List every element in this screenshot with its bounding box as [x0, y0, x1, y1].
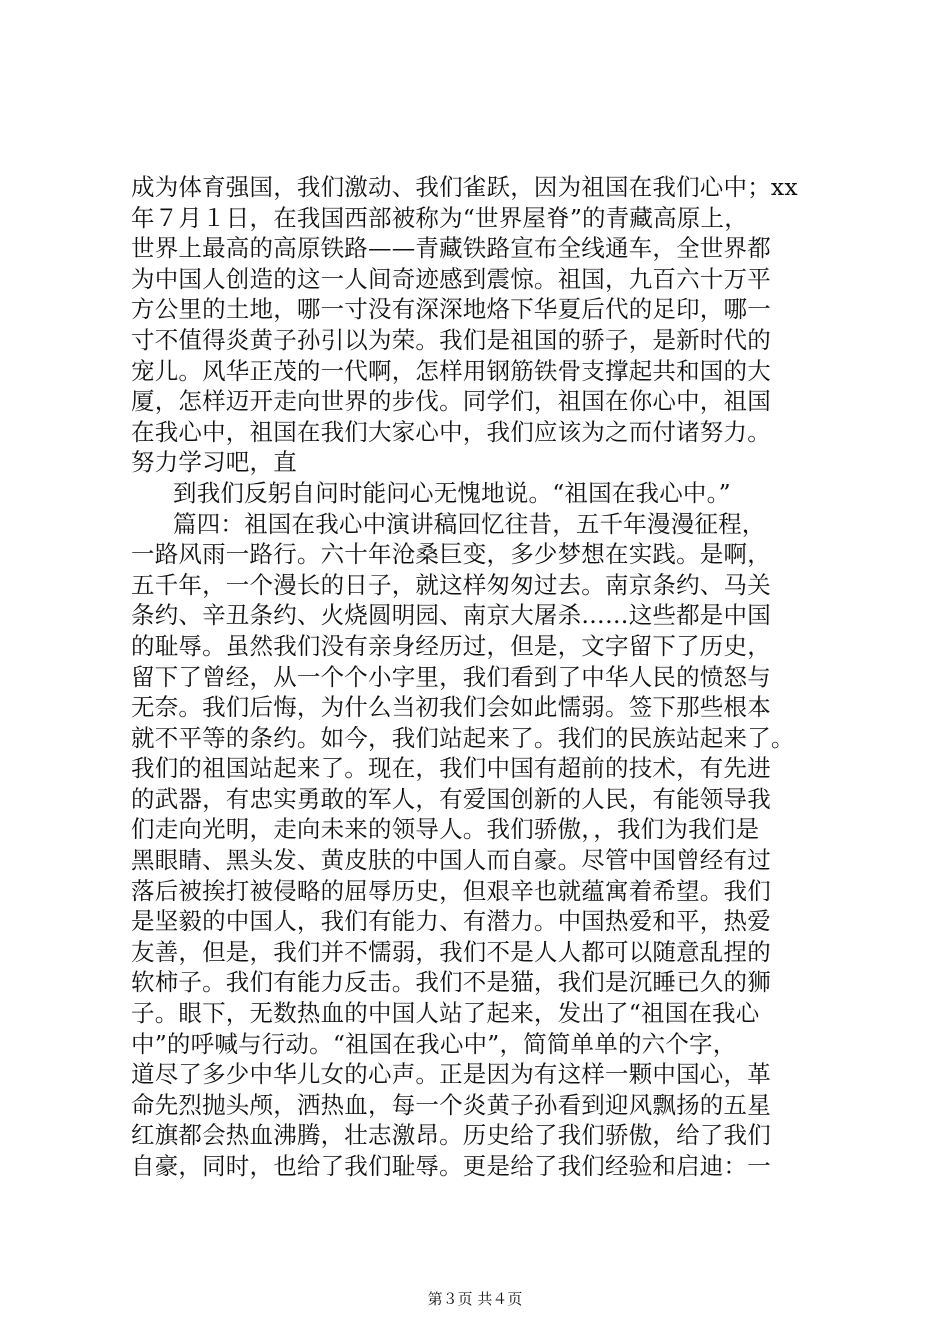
text-line: 的耻辱。虽然我们没有亲身经历过，但是，文字留下了历史，	[131, 631, 771, 660]
text-line: 一路风雨一路行。六十年沧桑巨变，多少梦想在实践。是啊，	[131, 540, 771, 569]
text-line: 友善，但是，我们并不懦弱，我们不是人人都可以随意乱捏的	[131, 937, 771, 966]
text-line: 年７月１日，在我国西部被称为“世界屋脊”的青藏高原上，	[131, 203, 748, 232]
text-line: 留下了曾经，从一个个小字里，我们看到了中华人民的愤怒与	[131, 662, 771, 691]
text-line: 是坚毅的中国人，我们有能力、有潜力。中国热爱和平，热爱	[131, 907, 771, 936]
text-line: 子。眼下，无数热血的中国人站了起来，发出了“祖国在我心	[131, 999, 760, 1028]
text-line: 们走向光明，走向未来的领导人。我们骄傲，，我们为我们是	[131, 815, 760, 844]
text-line: 为中国人创造的这一人间奇迹感到震惊。祖国，九百六十万平	[131, 264, 771, 293]
body-text	[131, 172, 831, 1182]
text-line: 命先烈抛头颅，洒热血，每一个炎黄子孙看到迎风飘扬的五星	[131, 1090, 771, 1119]
text-line: 厦，怎样迈开走向世界的步伐。同学们，祖国在你心中，祖国	[131, 387, 771, 416]
text-line: 我们的祖国站起来了。现在，我们中国有超前的技术，有先进	[131, 754, 771, 783]
text-line: 自豪，同时，也给了我们耻辱。更是给了我们经验和启迪：一	[131, 1152, 771, 1180]
text-line: 寸不值得炎黄子孙引以为荣。我们是祖国的骄子，是新时代的	[131, 325, 771, 354]
page-number-footer: 第３页 共４页	[427, 1290, 523, 1308]
text-line: 无奈。我们后悔，为什么当初我们会如此懦弱。签下那些根本	[131, 693, 771, 722]
text-line: 五千年，一个漫长的日子，就这样匆匆过去。南京条约、马关	[131, 570, 771, 599]
text-line: 到我们反躬自问时能问心无愧地说。“祖国在我心中。”	[173, 478, 731, 507]
text-line: 方公里的土地，哪一寸没有深深地烙下华夏后代的足印，哪一	[131, 295, 771, 324]
text-line: 落后被挨打被侵略的屈辱历史，但艰辛也就蕴寓着希望。我们	[131, 876, 771, 905]
text-line: 道尽了多少中华儿女的心声。正是因为有这样一颗中国心，革	[131, 1060, 771, 1089]
text-line: 在我心中，祖国在我们大家心中，我们应该为之而付诸努力。	[131, 417, 771, 446]
text-line: 就不平等的条约。如今，我们站起来了。我们的民族站起来了。	[131, 723, 795, 752]
text-line: 的武器，有忠实勇敢的军人，有爱国创新的人民，有能领导我	[131, 784, 771, 813]
text-line: 世界上最高的高原铁路——青藏铁路宣布全线通车，全世界都	[131, 234, 771, 263]
text-line: 中”的呼喊与行动。“祖国在我心中”，简简单单的六个字，	[131, 1029, 737, 1058]
text-line: 红旗都会热血沸腾，壮志激昂。历史给了我们骄傲，给了我们	[131, 1121, 771, 1150]
text-line: 黑眼睛、黑头发、黄皮肤的中国人而自豪。尽管中国曾经有过	[131, 846, 771, 875]
text-line: 成为体育强国，我们激动、我们雀跃，因为祖国在我们心中；xx	[131, 173, 798, 201]
text-line: 努力学习吧，直	[131, 448, 297, 477]
text-line: 宠儿。风华正茂的一代啊，怎样用钢筋铁骨支撑起共和国的大	[131, 356, 771, 385]
section-heading-line: 篇四：祖国在我心中演讲稿回忆往昔，五千年漫漫征程，	[173, 509, 766, 538]
text-line: 条约、辛丑条约、火烧圆明园、南京大屠杀……这些都是中国	[131, 601, 771, 630]
text-line: 软柿子。我们有能力反击。我们不是猫，我们是沉睡已久的狮	[131, 968, 771, 997]
